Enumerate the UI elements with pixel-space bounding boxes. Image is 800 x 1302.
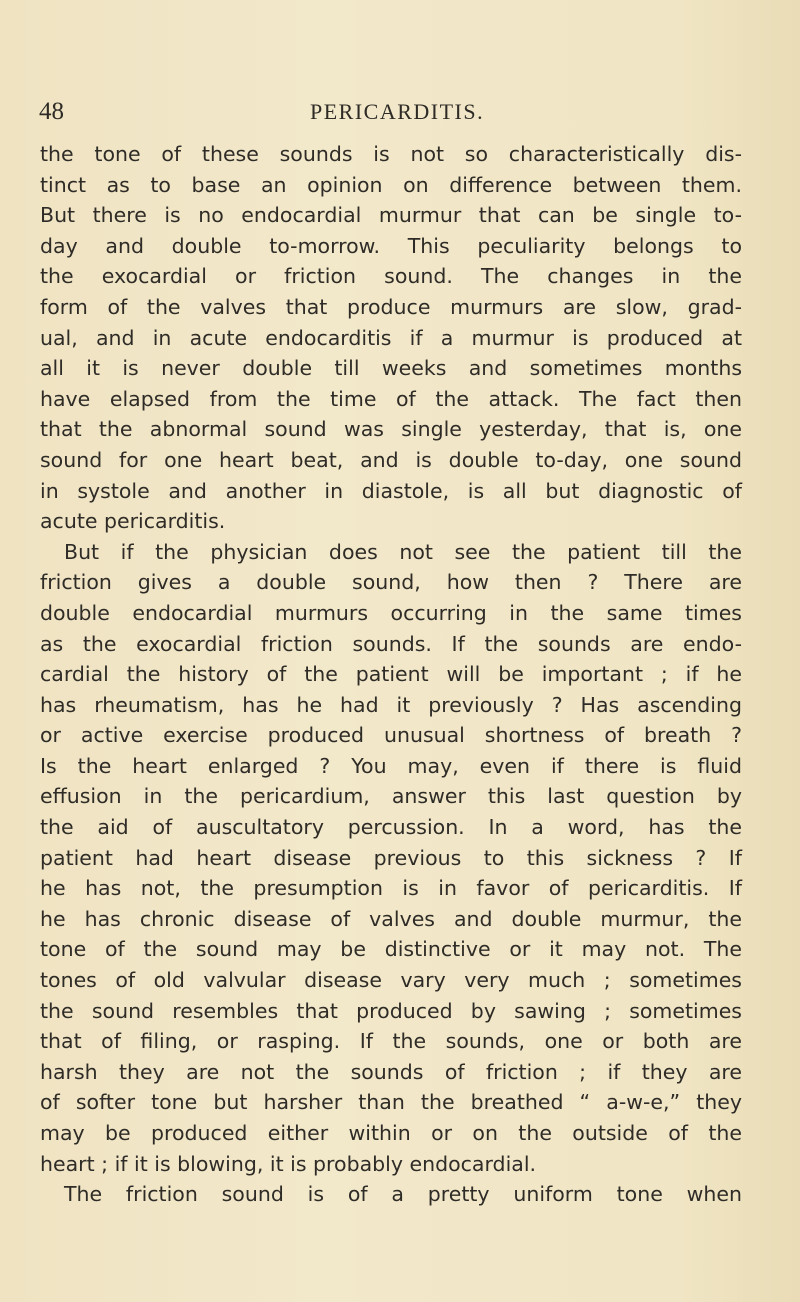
paragraph-end-line: heart ; if it is blowing, it is probably endocardial. [40,1151,537,1176]
text-line: have elapsed from the time of the attack. The fact then [40,386,742,411]
text-line: the tone of these sounds is not so characteristically dis- [40,142,742,166]
text-line: of softer tone but harsher than the breathed “ a-w-e,” they [40,1090,742,1115]
text-line: tinct as to base an opinion on difference between them. [40,172,742,197]
text-line: the sound resembles that produced by sawing ; sometimes [40,998,742,1023]
text-line: in systole and another in diastole, is all but diagnostic of [40,478,742,503]
text-line: ual, and in acute endocarditis if a murmur is produced at [40,325,742,350]
paragraph-end-line: acute pericarditis. [40,509,226,534]
text-line: day and double to-morrow. This peculiarity belongs to [40,233,742,258]
page-header [0,96,800,128]
text-line: tone of the sound may be distinctive or it may not. The [40,937,742,962]
text-line: friction gives a double sound, how then ? There are [40,570,742,595]
text-line: tones of old valvular disease vary very much ; sometimes [40,968,742,993]
text-line: he has chronic disease of valves and double murmur, the [40,906,742,931]
text-line: he has not, the presumption is in favor of pericarditis. If [40,876,742,901]
text-line: harsh they are not the sounds of friction ; if they are [40,1059,742,1084]
text-line: has rheumatism, has he had it previously ? Has ascending [40,692,742,717]
text-line: that the abnormal sound was single yesterday, that is, one [40,417,742,442]
text-line: effusion in the pericardium, answer this last question by [40,784,742,809]
text-line: But there is no endocardial murmur that can be single to- [40,203,742,228]
text-line: the exocardial or friction sound. The changes in the [40,264,742,289]
paragraph-start-line: But if the physician does not see the patient till the [64,539,742,564]
body-text [40,139,742,1210]
running-head: PERICARDITIS. [310,99,485,124]
text-line: all it is never double till weeks and sometimes months [40,356,742,381]
page-number: 48 [39,98,64,125]
text-line: as the exocardial friction sounds. If the sounds are endo- [40,631,742,656]
text-line: that of filing, or rasping. If the sounds, one or both are [40,1029,742,1054]
text-line: sound for one heart beat, and is double to-day, one sound [40,447,742,472]
text-line: cardial the history of the patient will be important ; if he [40,662,742,687]
paragraph-start-line: The friction sound is of a pretty uniform tone when [64,1182,742,1207]
text-line: double endocardial murmurs occurring in the same times [40,600,742,625]
text-line: or active exercise produced unusual shortness of breath ? [40,723,742,748]
text-line: form of the valves that produce murmurs are slow, grad- [40,294,742,319]
text-line: the aid of auscultatory percussion. In a word, has the [40,815,742,840]
text-line: Is the heart enlarged ? You may, even if there is fluid [40,753,742,778]
text-line: patient had heart disease previous to this sickness ? If [40,845,742,870]
text-line: may be produced either within or on the outside of the [40,1121,742,1145]
